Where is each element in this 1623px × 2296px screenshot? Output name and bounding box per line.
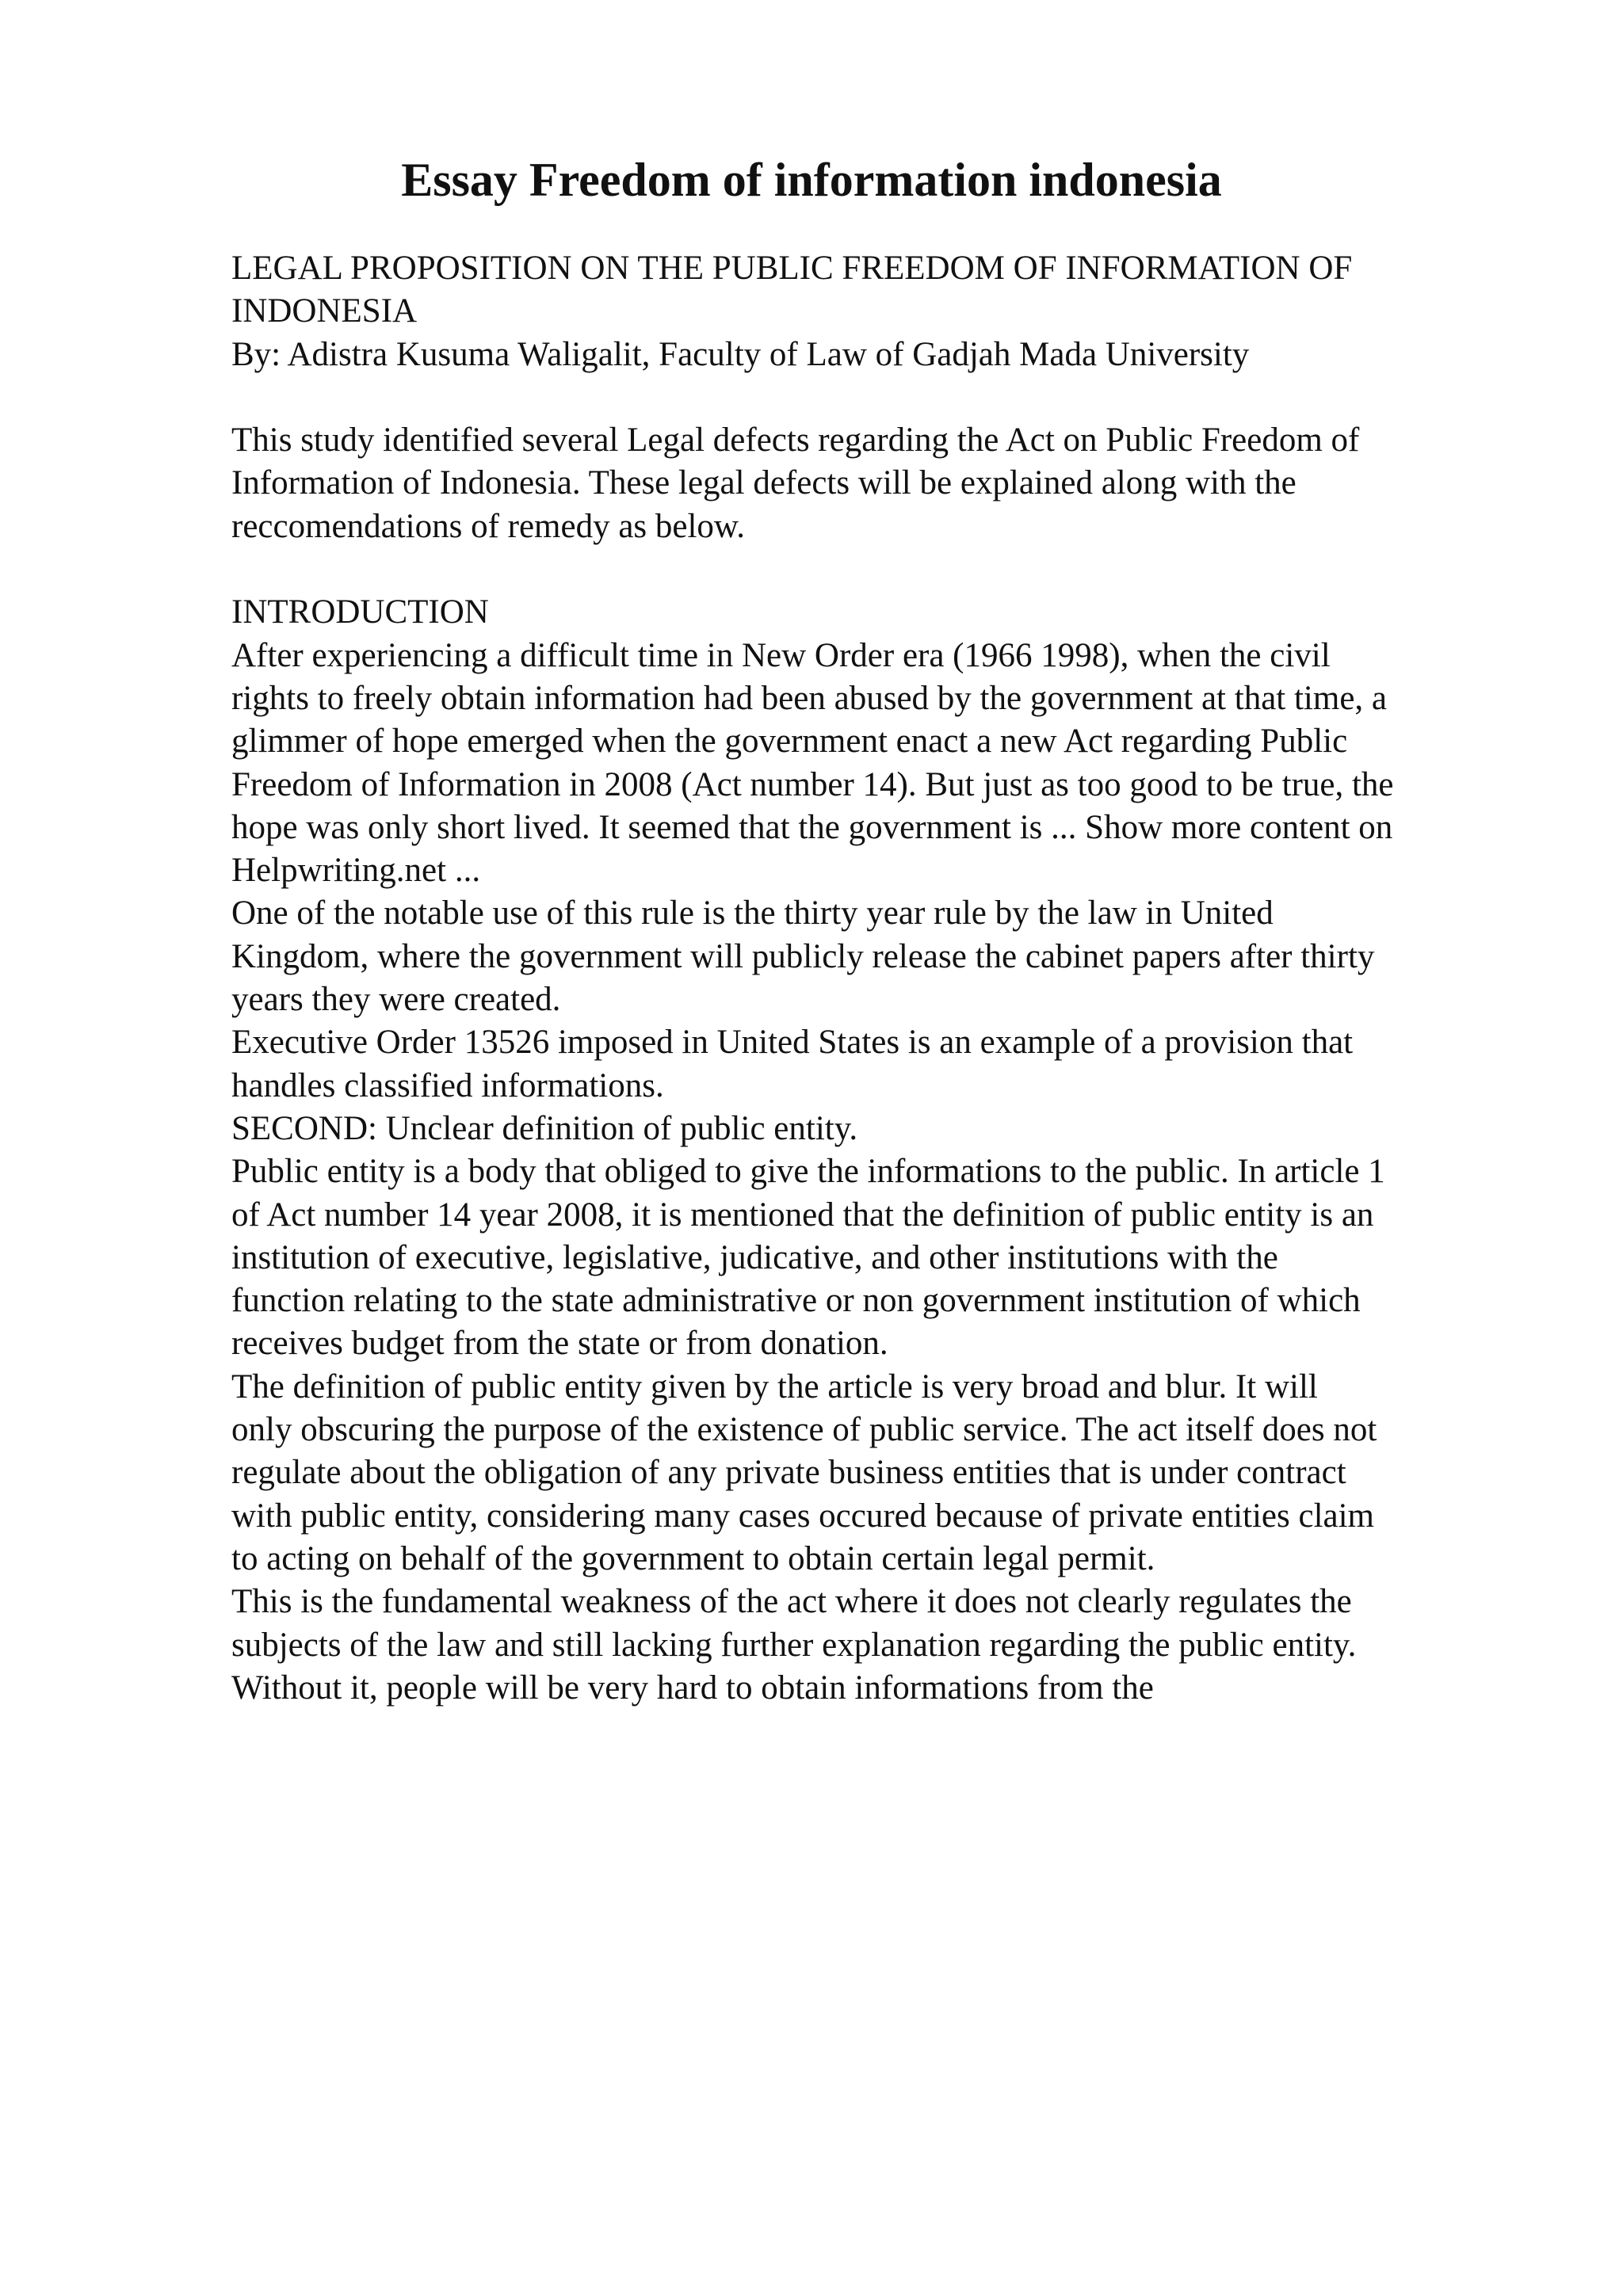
- abstract-line: reccomendations of remedy as below.: [231, 507, 745, 545]
- body-line: years they were created.: [231, 981, 561, 1019]
- body-line: The definition of public entity given by the article is very broad and blur. It will: [231, 1367, 1318, 1405]
- body-line: Public entity is a body that obliged to give the informations to the public. In article 1: [231, 1153, 1385, 1191]
- body-line: receives budget from the state or from donation.: [231, 1325, 888, 1363]
- body-line: Helpwriting.net ...: [231, 852, 481, 890]
- body-line: subjects of the law and still lacking further explanation regarding the public entity.: [231, 1626, 1357, 1664]
- body-line: rights to freely obtain information had been abused by the government at that time, a: [231, 679, 1387, 717]
- body-line: Kingdom, where the government will publicly release the cabinet papers after thirty: [231, 937, 1375, 975]
- body-line: of Act number 14 year 2008, it is mentioned that the definition of public entity is an: [231, 1196, 1374, 1234]
- body-line: Freedom of Information in 2008 (Act number 14). But just as too good to be true, the: [231, 765, 1394, 803]
- heading-line: LEGAL PROPOSITION ON THE PUBLIC FREEDOM OF INFORMATION OF: [231, 250, 1353, 287]
- body-line: institution of executive, legislative, judicative, and other institutions with the: [231, 1238, 1278, 1276]
- document-body: [231, 247, 1515, 1710]
- body-line: regulate about the obligation of any private business entities that is under contract: [231, 1454, 1346, 1492]
- body-line: with public entity, considering many cases occured because of private entities claim: [231, 1497, 1374, 1535]
- section-heading: INTRODUCTION: [231, 593, 489, 631]
- abstract-line: Information of Indonesia. These legal defects will be explained along with the: [231, 464, 1296, 502]
- section-heading: SECOND: Unclear definition of public entity.: [231, 1109, 858, 1147]
- body-line: After experiencing a difficult time in New Order era (1966 1998), when the civil: [231, 636, 1331, 674]
- author-line: By: Adistra Kusuma Waligalit, Faculty of Law of Gadjah Mada University: [231, 335, 1250, 373]
- document-title: Essay Freedom of information indonesia: [401, 154, 1222, 206]
- paragraph-gap: [231, 548, 1515, 591]
- body-line: glimmer of hope emerged when the government enact a new Act regarding Public: [231, 723, 1348, 761]
- body-line: Executive Order 13526 imposed in United States is an example of a provision that: [231, 1024, 1354, 1062]
- body-line: One of the notable use of this rule is the thirty year rule by the law in United: [231, 894, 1274, 933]
- body-line: function relating to the state administrative or non government institution of which: [231, 1282, 1361, 1320]
- body-line: only obscuring the purpose of the existence of public service. The act itself does not: [231, 1411, 1377, 1449]
- body-line: This is the fundamental weakness of the act where it does not clearly regulates the: [231, 1583, 1352, 1621]
- paragraph-gap: [231, 376, 1515, 419]
- body-line: hope was only short lived. It seemed that the government is ... Show more content on: [231, 808, 1393, 846]
- abstract-line: This study identified several Legal defects regarding the Act on Public Freedom of: [231, 421, 1360, 460]
- body-line: Without it, people will be very hard to obtain informations from the: [231, 1669, 1154, 1707]
- heading-line: INDONESIA: [231, 292, 418, 330]
- body-line: to acting on behalf of the government to obtain certain legal permit.: [231, 1539, 1155, 1577]
- body-line: handles classified informations.: [231, 1066, 664, 1104]
